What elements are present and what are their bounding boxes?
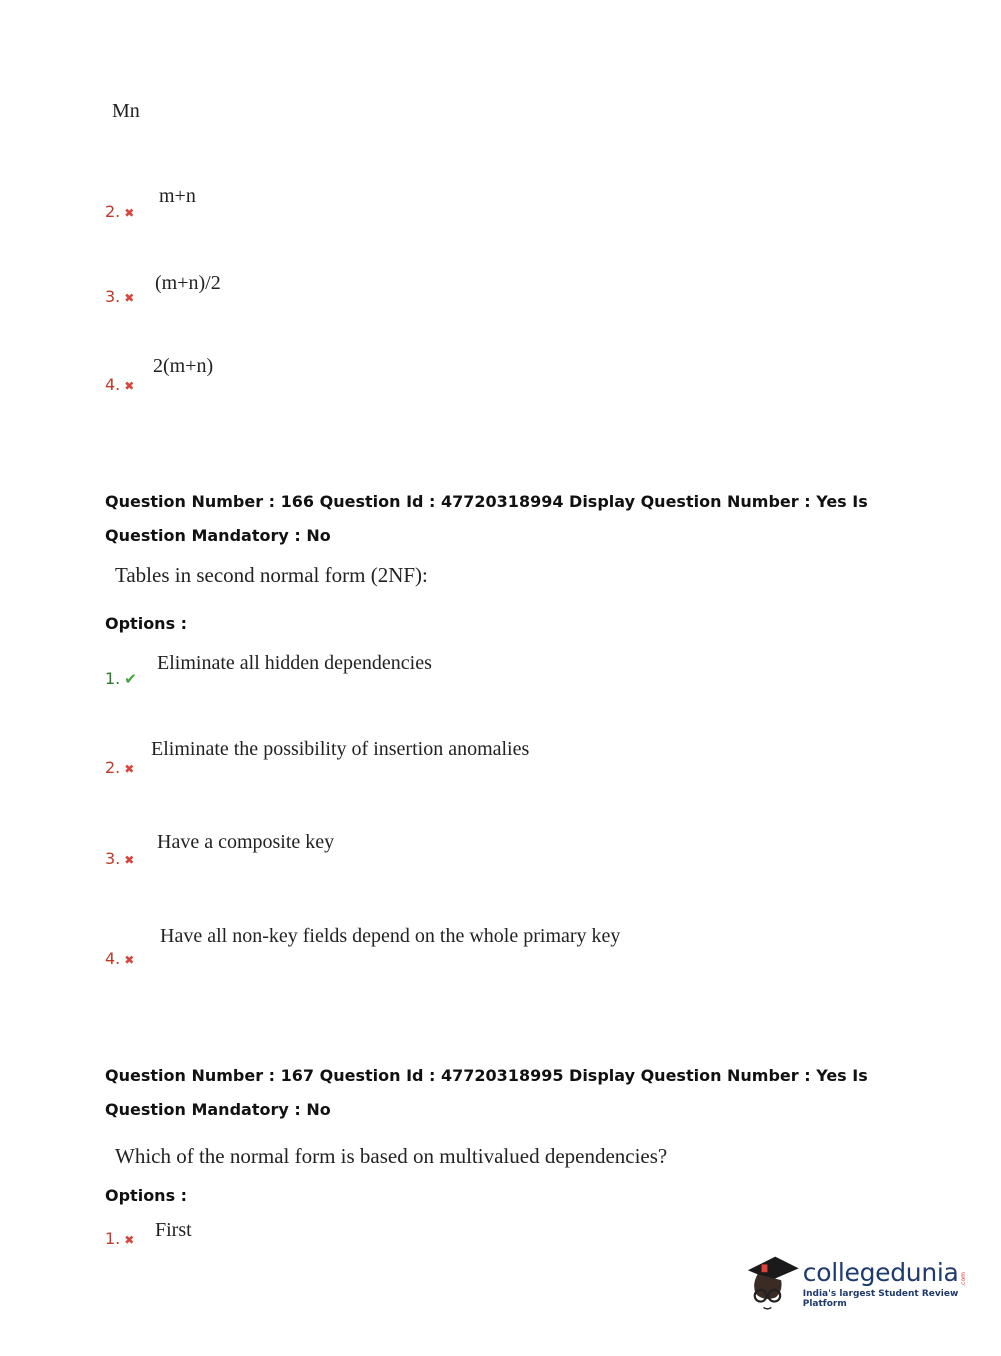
prev-option-2-number: 2. ✖ xyxy=(105,202,135,221)
q166-option-2-number: 2. ✖ xyxy=(105,758,135,777)
question-167-options-label: Options : xyxy=(105,1186,188,1205)
collegedunia-logo xyxy=(742,1250,1001,1316)
question-166-options-label: Options : xyxy=(105,614,188,633)
q166-option-4-text: Have all non-key fields depend on the whole primary key xyxy=(160,925,621,947)
question-166-text: Tables in second normal form (2NF): xyxy=(115,563,428,587)
q166-option-4-number: 4. ✖ xyxy=(105,949,135,968)
prev-option-2-text: m+n xyxy=(159,185,196,207)
cross-mark-icon: ✖ xyxy=(124,853,135,867)
logo-text-block xyxy=(803,1258,1001,1309)
cross-mark-icon: ✖ xyxy=(124,291,135,305)
q166-option-3-text: Have a composite key xyxy=(157,831,335,853)
q166-option-2-text: Eliminate the possibility of insertion anomalies xyxy=(151,738,530,760)
prev-option-3-text: (m+n)/2 xyxy=(155,272,221,294)
prev-option-4-text: 2(m+n) xyxy=(153,355,214,377)
q166-option-3-number: 3. ✖ xyxy=(105,849,135,868)
cross-mark-icon: ✖ xyxy=(124,379,135,393)
prev-option-3-number: 3. ✖ xyxy=(105,287,135,306)
logo-tagline: India's largest Student Review Platform xyxy=(802,1288,959,1309)
question-166-header: Question Number : 166 Question Id : 47720318994 Display Question Number : Yes Is Question Mandatory : No xyxy=(105,492,868,545)
logo-tld: .com xyxy=(959,1271,967,1287)
cross-mark-icon: ✖ xyxy=(124,1233,135,1247)
q166-option-1-number: 1. ✔ xyxy=(105,669,137,688)
logo-wordmark: collegedunia xyxy=(802,1257,959,1287)
prev-option-1-text: Mn xyxy=(112,100,140,122)
question-167-header: Question Number : 167 Question Id : 47720318995 Display Question Number : Yes Is Question Mandatory : No xyxy=(105,1066,868,1119)
q167-option-1-text: First xyxy=(155,1219,192,1241)
cross-mark-icon: ✖ xyxy=(124,953,135,967)
mascot-icon xyxy=(742,1250,799,1316)
prev-option-4-number: 4. ✖ xyxy=(105,375,135,394)
q167-option-1-number: 1. ✖ xyxy=(105,1229,135,1248)
question-167-text: Which of the normal form is based on multivalued dependencies? xyxy=(115,1144,668,1168)
check-mark-icon: ✔ xyxy=(124,670,137,688)
cross-mark-icon: ✖ xyxy=(124,762,135,776)
cross-mark-icon: ✖ xyxy=(124,206,135,220)
q166-option-1-text: Eliminate all hidden dependencies xyxy=(157,652,432,674)
